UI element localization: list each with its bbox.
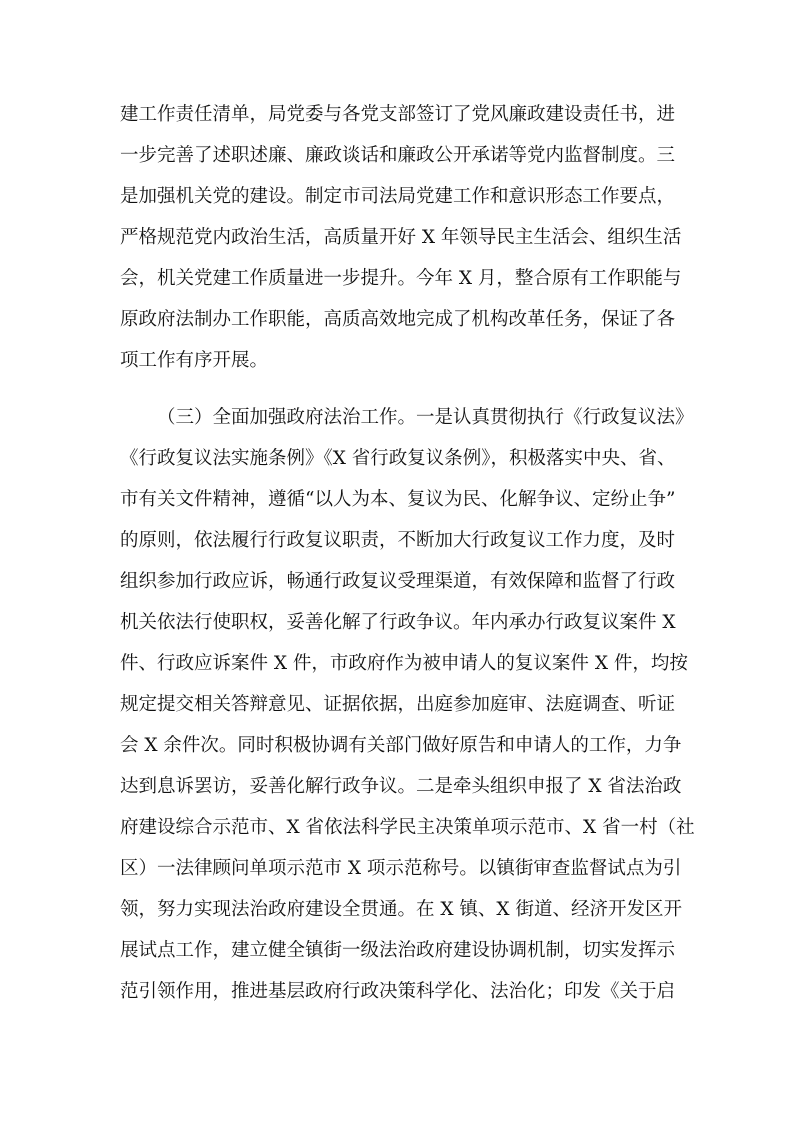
text-line: 范引领作用，推进基层政府行政决策科学化、法治化；印发《关于启 bbox=[120, 981, 676, 1002]
text-line: 区）一法律顾问单项示范市 X 项示范称号。以镇街审查监督试点为引 bbox=[120, 858, 682, 879]
text-line: 机关依法行使职权，妥善化解了行政争议。年内承办行政复议案件 X bbox=[120, 612, 676, 633]
text-line: 会，机关党建工作质量进一步提升。今年 X 月，整合原有工作职能与 bbox=[120, 268, 682, 289]
text-line: 严格规范党内政治生活，高质量开好 X 年领导民主生活会、组织生活 bbox=[120, 227, 682, 248]
text-line: 的原则，依法履行行政复议职责，不断加大行政复议工作力度，及时 bbox=[120, 530, 676, 551]
text-line: 规定提交相关答辩意见、证据依据，出庭参加庭审、法庭调查、听证 bbox=[120, 694, 676, 715]
text-line: 《行政复议法实施条例》《X 省行政复议条例》，积极落实中央、省、 bbox=[120, 448, 676, 469]
text-line: 达到息诉罢访，妥善化解行政争议。二是牵头组织申报了 X 省法治政 bbox=[120, 776, 682, 797]
text-line: 领，努力实现法治政府建设全贯通。在 X 镇、X 街道、经济开发区开 bbox=[120, 899, 682, 920]
text-line: 展试点工作，建立健全镇街一级法治政府建设协调机制，切实发挥示 bbox=[120, 940, 676, 961]
text-line: 一步完善了述职述廉、廉政谈话和廉政公开承诺等党内监督制度。三 bbox=[120, 145, 676, 166]
paragraph-heading-line: （三）全面加强政府法治工作。一是认真贯彻执行《行政复议法》 bbox=[157, 407, 694, 428]
text-line: 件、行政应诉案件 X 件，市政府作为被申请人的复议案件 X 件，均按 bbox=[120, 653, 688, 674]
text-line: 组织参加行政应诉，畅通行政复议受理渠道，有效保障和监督了行政 bbox=[120, 571, 676, 592]
text-line: 建工作责任清单，局党委与各党支部签订了党风廉政建设责任书，进 bbox=[120, 104, 676, 125]
text-line: 是加强机关党的建设。制定市司法局党建工作和意识形态工作要点， bbox=[120, 186, 676, 207]
text-line: 项工作有序开展。 bbox=[120, 350, 269, 371]
text-line: 会 X 余件次。同时积极协调有关部门做好原告和申请人的工作，力争 bbox=[120, 735, 682, 756]
text-line: 原政府法制办工作职能，高质高效地完成了机构改革任务，保证了各 bbox=[120, 309, 676, 330]
text-line: 府建设综合示范市、X 省依法科学民主决策单项示范市、X 省一村（社 bbox=[120, 817, 695, 838]
text-line: 市有关文件精神，遵循“以人为本、复议为民、化解争议、定纷止争” bbox=[120, 489, 676, 510]
